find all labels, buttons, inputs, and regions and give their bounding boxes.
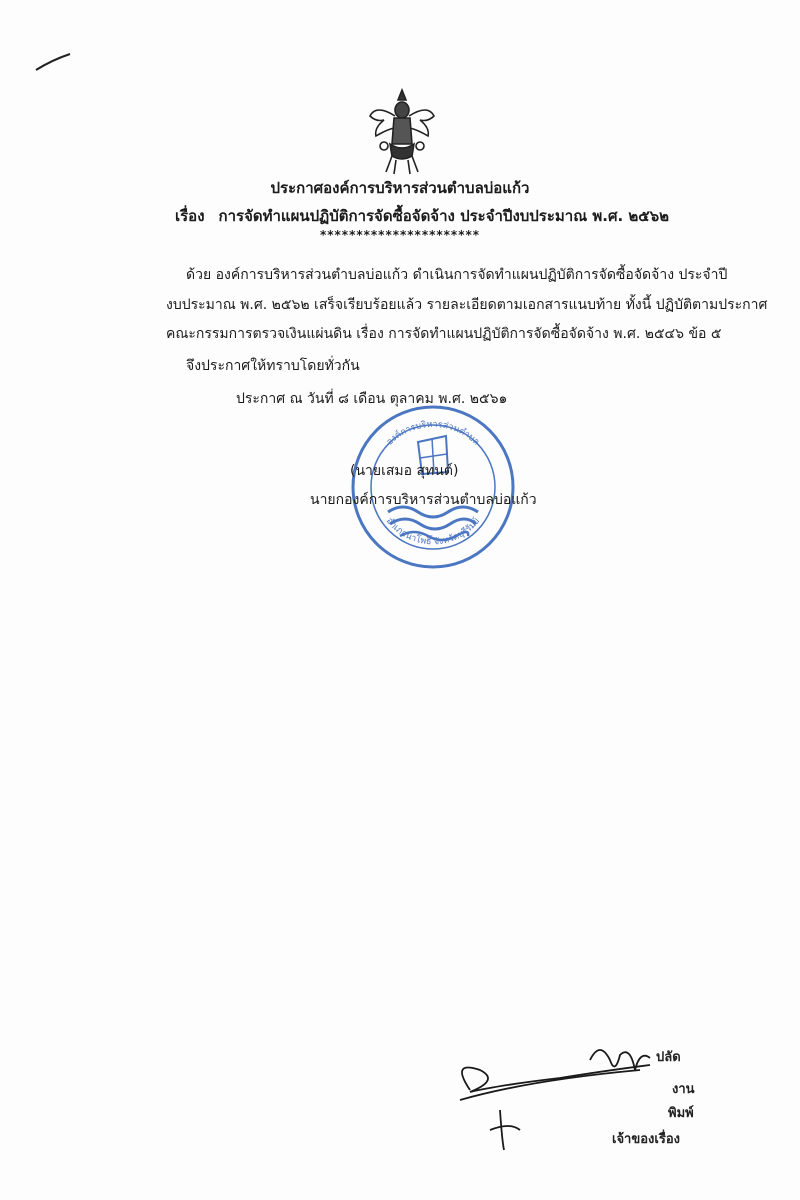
seal-bottom-text: อำเภอนาโพธิ์ จังหวัดบุรีรัมย์ [383, 516, 483, 548]
pen-mark [34, 52, 74, 74]
body-line-4: จึงประกาศให้ทราบโดยทั่วกัน [186, 358, 360, 374]
body-line-3: คณะกรรมการตรวจเงินแผ่นดิน เรื่อง การจัดทำแผนปฏิบัติการจัดซื้อจัดจ้าง พ.ศ. ๒๕๔๖ ข้อ ๕ [166, 326, 722, 342]
subject-text: การจัดทำแผนปฏิบัติการจัดซื้อจัดจ้าง ประจำปีงบประมาณ พ.ศ. ๒๕๖๒ [218, 207, 670, 225]
routing-note-line-1: ปลัด [656, 1050, 681, 1065]
signer-name: (นายเสมอ สุทนต์) [350, 463, 459, 479]
garuda-emblem-icon [366, 86, 438, 178]
routing-note-line-2: งาน [672, 1082, 695, 1097]
official-seal [348, 402, 518, 572]
announcement-date: ประกาศ ณ วันที่ ๘ เดือน ตุลาคม พ.ศ. ๒๕๖๑ [236, 391, 508, 407]
title-divider: ********************** [319, 228, 481, 242]
announcement-title: ประกาศองค์การบริหารส่วนตำบลบ่อแก้ว [270, 179, 530, 197]
body-line-2: งบประมาณ พ.ศ. ๒๕๖๒ เสร็จเรียบร้อยแล้ว รายละเอียดตามเอกสารแนบท้าย ทั้งนี้ ปฏิบัติตามประกาศ [166, 297, 768, 313]
announcement-subject [175, 204, 683, 228]
seal-top-text: องค์การบริหารส่วนตำบล [384, 419, 482, 448]
signer-position: นายกองค์การบริหารส่วนตำบลบ่อแก้ว [310, 492, 537, 508]
routing-note-line-4: เจ้าของเรื่อง [612, 1132, 680, 1147]
body-line-1: ด้วย องค์การบริหารส่วนตำบลบ่อแก้ว ดำเนินการจัดทำแผนปฏิบัติการจัดซื้อจัดจ้าง ประจำปี [186, 267, 728, 283]
subject-label: เรื่อง [175, 207, 205, 225]
routing-note-line-3: พิมพ์ [668, 1106, 694, 1121]
